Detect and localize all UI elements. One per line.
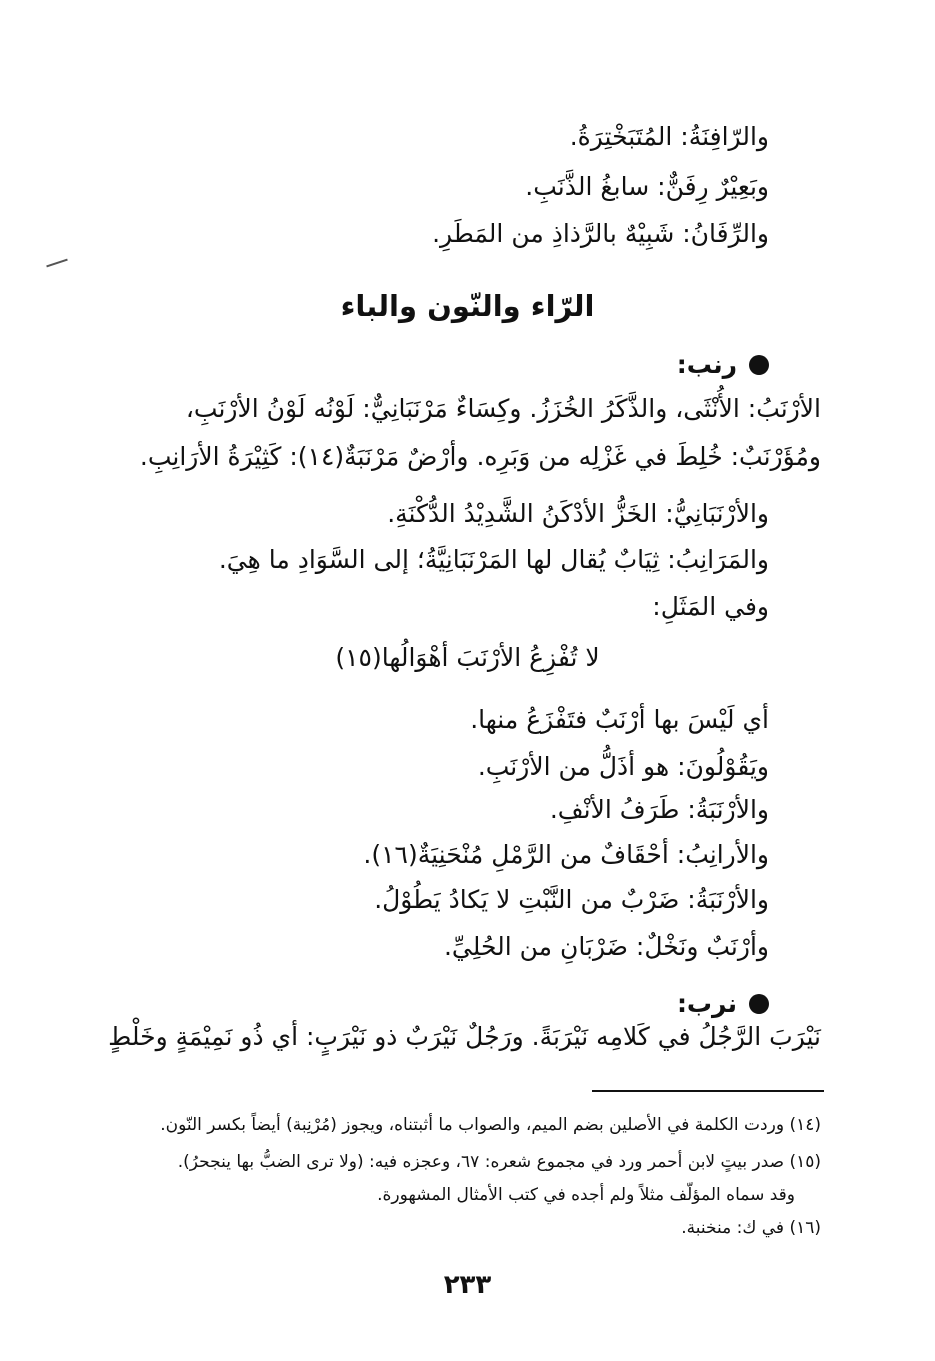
entry-line: الأرْنَبُ: الأُنْثَى، والذَّكَرُ الخُزَزُ. وكِسَاءٌ مَرْنَبَانِيٌّ: لَوْنُه لَوْنُ الأرْنَبِ، bbox=[185, 394, 821, 423]
entry-line: والأرْنَبَةُ: ضَرْبٌ من النَّبْتِ لا يَكادُ يَطُوْلُ. bbox=[374, 885, 769, 914]
text-line: وبَعِيْرٌ رِفَنٌّ: سابغُ الذَّنَبِ. bbox=[525, 172, 769, 201]
text-line: والرِّفَانُ: شَبِيْهٌ بالرَّذاذِ من المَطَرِ. bbox=[432, 219, 769, 248]
entry-line: والأرْنَبَةُ: طَرَفُ الأنْفِ. bbox=[549, 795, 769, 824]
entry-line: نَيْرَبَ الرَّجُلُ في كَلامِه نَيْرَبَةً. ورَجُلٌ نَيْرَبٌ ذو نَيْرَبٍ: أي ذُو نَمِيْمَةٍ وخَلْطٍ bbox=[108, 1022, 821, 1051]
entry-line: ومُؤَرْنَبٌ: خُلِطَ في غَزْلِه من وَبَرِه. وأرْضٌ مَرْنَبَةٌ(١٤): كَثِيْرَةُ الأرَانِبِ. bbox=[139, 442, 821, 471]
entry-root-label: رنب: bbox=[676, 350, 737, 379]
proverb-line: لا تُفْزِعُ الأرْنَبَ أهْوَالُها(١٥) bbox=[335, 643, 600, 672]
entry-line: والأرانِبُ: أحْقَافٌ من الرَّمْلِ مُنْحَنِيَةٌ(١٦). bbox=[363, 840, 769, 869]
section-heading: الرّاء والنّون والباء bbox=[340, 289, 595, 323]
footnote: وقد سماه المؤلّف مثلاً ولم أجده في كتب الأمثال المشهورة. bbox=[377, 1185, 795, 1205]
footnote: (١٥) صدر بيتٍ لابن أحمر ورد في مجموع شعره: ٦٧، وعجزه فيه: (ولا ترى الضبُّ بها ينجحرُ). bbox=[177, 1152, 821, 1172]
entry-line: وأرْنَبٌ ونَخْلٌ: ضَرْبَانِ من الحُلِيِّ. bbox=[443, 932, 769, 961]
footnote: (١٦) في ك: منخنبة. bbox=[681, 1218, 821, 1238]
footnote: (١٤) وردت الكلمة في الأصلين بضم الميم، والصواب ما أثبتناه، ويجوز (مُرْنِبة) أيضاً بكسر النّون. bbox=[160, 1115, 821, 1135]
entry-heading-rnb bbox=[677, 348, 769, 382]
bullet-icon bbox=[749, 994, 769, 1014]
text-line: والرّافِنَةُ: المُتَبَخْتِرَةُ. bbox=[569, 122, 769, 151]
entry-heading-nrb bbox=[677, 987, 769, 1021]
footnote-separator bbox=[592, 1090, 824, 1092]
bullet-icon bbox=[749, 355, 769, 375]
page-number: ٢٣٣ bbox=[443, 1270, 492, 1300]
entry-line: والمَرَانِبُ: ثِيَابٌ يُقال لها المَرْنَبَانِيَّةُ؛ إلى السَّوَادِ ما هِيَ. bbox=[218, 545, 769, 574]
entry-line: أي لَيْسَ بها أرْنَبٌ فتَفْزَعُ منها. bbox=[470, 705, 769, 734]
entry-line: والأرْنَبَانِيُّ: الخَزُّ الأدْكَنُ الشَّدِيْدُ الدُّكْنَةِ. bbox=[387, 499, 769, 528]
entry-line: ويَقُوْلُونَ: هو أذَلُّ من الأرْنَبِ. bbox=[477, 752, 769, 781]
entry-root-label: نرب: bbox=[676, 989, 737, 1018]
entry-line: وفي المَثَلِ: bbox=[652, 592, 769, 621]
stray-pen-mark bbox=[46, 259, 68, 268]
